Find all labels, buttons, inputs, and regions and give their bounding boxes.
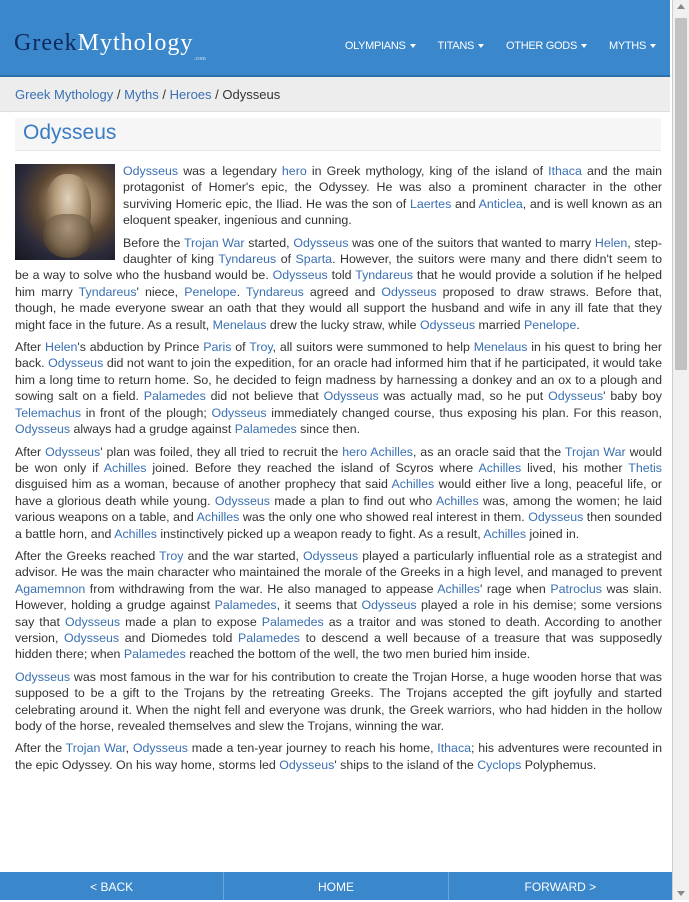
article-link[interactable]: Agamemnon <box>15 581 86 596</box>
article-text: joined in. <box>526 526 580 541</box>
article-text: and the war started, <box>183 548 304 563</box>
article-text: did not want to join the expedition, for an oracle had informed him that if he participated, it would take him a long time to return home. So, he decided to feign madness by harnessing a donkey and an ox to a plough and sowing salt on a field. <box>15 356 662 404</box>
article-link[interactable]: Penelope <box>523 317 577 332</box>
article-link[interactable]: Odysseus <box>123 164 179 178</box>
article-text: always had a grudge against <box>70 422 235 437</box>
article-link[interactable]: Odysseus <box>15 669 71 684</box>
article-text: then sounded a battle horn, and <box>15 510 662 541</box>
article-paragraph <box>15 339 662 437</box>
article-text: After <box>15 444 46 459</box>
article-link[interactable]: Ithaca <box>437 741 472 756</box>
caret-down-icon <box>410 44 416 48</box>
nav-item-olympians[interactable] <box>345 40 416 52</box>
nav-item-myths[interactable] <box>609 40 656 52</box>
logo-text-part1: Greek <box>14 30 78 56</box>
article-paragraph <box>15 548 662 663</box>
article-link[interactable]: hero Achilles <box>342 444 413 459</box>
article-text: ' ships to the island of the <box>334 757 478 772</box>
article-link[interactable]: Odysseus <box>419 317 476 332</box>
article-text: in front of the plough; <box>81 405 212 420</box>
scrollbar-thumb[interactable] <box>675 18 687 370</box>
article-text: in his quest to bring her back. <box>15 340 663 371</box>
article-text: joined. Before they reached the island of Scyros where <box>146 460 479 475</box>
forward-button[interactable]: FORWARD > <box>524 880 597 894</box>
article-link[interactable]: Troy <box>159 548 184 563</box>
breadcrumb-link-myths[interactable]: Myths <box>124 87 159 102</box>
article-text: ' niece, <box>136 284 185 299</box>
article-text: made a plan to find out who <box>269 493 436 508</box>
article-text: was the only one who showed real interest in them. <box>239 510 529 525</box>
article-text: told <box>327 268 356 283</box>
article-link[interactable]: Palamedes <box>234 422 297 437</box>
breadcrumb-link-heroes[interactable]: Heroes <box>169 87 212 102</box>
article-link[interactable]: Palamedes <box>143 389 206 404</box>
nav-item-titans[interactable] <box>438 40 485 52</box>
article-text: disguised him as a woman, because of another prophecy that said <box>15 477 392 492</box>
article-text: and <box>451 196 479 211</box>
nav-label: TITANS <box>437 40 475 52</box>
article-text: that he would provide a solution if he helped him marry <box>15 268 662 299</box>
article-link[interactable]: Penelope <box>184 284 237 299</box>
odysseus-portrait-image <box>15 164 115 260</box>
article-link[interactable]: Palamedes <box>214 598 277 613</box>
breadcrumb-separator: / <box>158 87 170 102</box>
article-link[interactable]: Achilles <box>196 510 240 525</box>
article-text: started, <box>244 235 294 250</box>
article-text: proposed to draw straws. Before that, though, he made everyone swear an oath that they would all support the husband and wife in any ill fate that they might face in the future. As a result, <box>15 284 662 332</box>
home-button[interactable]: HOME <box>224 872 448 900</box>
article-link[interactable]: Odysseus <box>293 235 349 250</box>
article-link[interactable]: Odysseus <box>214 493 270 508</box>
top-navbar <box>0 0 670 77</box>
article-text: married <box>475 317 524 332</box>
article-link[interactable]: Ithaca <box>548 164 582 178</box>
article-link[interactable]: Trojan War <box>564 444 626 459</box>
article-link[interactable]: Odysseus <box>303 548 359 563</box>
article-link[interactable]: Tyndareus <box>245 284 304 299</box>
article-text: , step-daughter of king <box>123 235 662 267</box>
article-text: made a ten-year journey to reach his home, <box>187 741 438 756</box>
nav-label: OLYMPIANS <box>344 40 406 52</box>
article-text: drew the lucky straw, while <box>266 317 420 332</box>
article-text: . However, the suitors were many and there didn't seem to be a way to solve who the husband would be. <box>15 252 662 283</box>
article-link[interactable]: Achilles <box>437 581 480 596</box>
article-text: After <box>15 340 45 355</box>
article-text: to descend a well because of a treasure that was supposedly hidden there; when <box>15 630 663 662</box>
article-text: After the Greeks reached <box>15 548 160 563</box>
article-link[interactable]: Tyndareus <box>218 252 277 267</box>
article-text: played a particularly influential role as a strategist and advisor. He was the main character who maintained the morale of the Greeks in a high level, and managed to prevent <box>15 548 663 580</box>
article-link[interactable]: Odysseus <box>548 389 604 404</box>
nav-item-other-gods[interactable] <box>506 40 587 52</box>
breadcrumb <box>0 77 670 112</box>
article-link[interactable]: Helen <box>45 340 78 355</box>
article-link[interactable]: Palamedes <box>237 630 300 645</box>
article-text: was, among the women; he laid various weapons on a table, and <box>15 493 662 525</box>
breadcrumb-separator: / <box>113 87 125 102</box>
article-link[interactable]: Odysseus <box>132 741 188 756</box>
article-text: and Diomedes told <box>119 630 238 645</box>
article-text: 's abduction by Prince <box>77 340 204 355</box>
breadcrumb-separator: / <box>211 87 223 102</box>
article-link[interactable]: Odysseus <box>528 510 584 525</box>
article-link[interactable]: Achilles <box>483 526 527 541</box>
article-link[interactable]: Odysseus <box>15 422 71 437</box>
article-link[interactable]: Odysseus <box>361 598 417 613</box>
article-link[interactable]: Odysseus <box>323 389 379 404</box>
article-text: made a plan to expose <box>120 614 262 629</box>
page-title-bar <box>15 118 661 151</box>
portrait-beard <box>43 214 93 258</box>
article-paragraph <box>15 669 662 735</box>
logo-text-part2: Mythology <box>77 30 194 56</box>
breadcrumb-current: Odysseus <box>222 87 281 102</box>
caret-down-icon <box>478 44 484 48</box>
article-link[interactable]: Sparta <box>295 252 333 267</box>
article-text: of <box>276 252 296 267</box>
article-text: would either live a long, peaceful life, or have a glorious death while young. <box>15 477 663 508</box>
article-text: , and is well known as an eloquent speaker, ingenious and cunning. <box>123 196 662 228</box>
article-text: , <box>125 741 133 756</box>
back-button[interactable]: < BACK <box>0 872 224 900</box>
caret-down-icon <box>581 44 587 48</box>
article-text: . <box>576 317 580 332</box>
main-nav <box>345 40 656 52</box>
article-text: , all suitors were summoned to help <box>272 340 474 355</box>
article-link[interactable]: Odysseus <box>48 356 104 371</box>
article-link[interactable]: Palamedes <box>261 614 324 629</box>
article-text: of <box>231 340 250 355</box>
scroll-down-arrow-icon[interactable] <box>677 891 685 896</box>
page-title: Odysseus <box>23 121 117 144</box>
article-body <box>15 163 662 779</box>
article-link[interactable]: Tyndareus <box>78 284 137 299</box>
article-link[interactable]: Achilles <box>435 493 479 508</box>
article-link[interactable]: Trojan War <box>65 741 126 756</box>
article-text: lived, his mother <box>521 460 629 475</box>
article-text: was actually mad, so he put <box>378 389 549 404</box>
article-link[interactable]: hero <box>281 164 307 178</box>
article-text: played a role in his demise; some versions say that <box>15 598 662 629</box>
article-link[interactable]: Patroclus <box>550 581 602 596</box>
article-link[interactable]: Troy <box>249 340 273 355</box>
article-link[interactable]: Paris <box>203 340 232 355</box>
article-text: did not believe that <box>205 389 324 404</box>
article-text: Polyphemus. <box>521 757 597 772</box>
article-link[interactable]: Achilles <box>478 460 522 475</box>
article-link[interactable]: Palamedes <box>123 647 186 662</box>
article-text: and the main protagonist of Homer's epic, the Odyssey. He was also a prominent character in the other surviving Homeric epic, the Iliad. He was the son of <box>123 164 662 211</box>
breadcrumb-link-greek-mythology[interactable]: Greek Mythology <box>15 87 114 102</box>
article-link[interactable]: Achilles <box>103 460 147 475</box>
article-text: as a traitor and was stoned to death. According to another version, <box>15 614 662 645</box>
article-text: Before the <box>123 235 184 250</box>
article-link[interactable]: Telemachus <box>15 405 82 420</box>
article-link[interactable]: Menelaus <box>473 340 528 355</box>
article-text: reached the bottom of the well, the two men buried him inside. <box>185 647 531 662</box>
article-text: ' baby boy <box>603 389 662 404</box>
bottom-nav-bar <box>0 872 672 900</box>
article-text: was one of the suitors that wanted to marry <box>348 235 595 250</box>
article-text: since then. <box>296 422 361 437</box>
article-link[interactable]: Achilles <box>391 477 435 492</box>
article-link[interactable]: Helen <box>594 235 628 250</box>
article-link[interactable]: Odysseus <box>45 444 101 459</box>
article-link[interactable]: Menelaus <box>212 317 267 332</box>
article-link[interactable]: Odysseus <box>279 757 335 772</box>
article-link[interactable]: Trojan War <box>183 235 245 250</box>
article-link[interactable]: Odysseus <box>64 630 120 645</box>
article-text: After the <box>15 741 66 756</box>
article-text: , it seems that <box>276 598 362 613</box>
article-text: was slain. However, holding a grudge against <box>15 581 662 613</box>
site-logo[interactable] <box>14 30 206 62</box>
article-text: , as an oracle said that the <box>412 444 565 459</box>
article-link[interactable]: Odysseus <box>64 614 121 629</box>
article-text: ' plan was foiled, they all tried to recruit the <box>100 444 343 459</box>
caret-down-icon <box>650 44 656 48</box>
article-text: . <box>236 284 246 299</box>
article-text: was most famous in the war for his contribution to create the Trojan Horse, a huge wooden horse that was supposed to be a gift to the Trojans by the retreating Greeks. The Trojans accepted the gift joyfully and started celebrating around it. When the night fell and everyone was drunk, the Greek warriors, who had hidden in the hollow body of the horse, revealed themselves and slew the Trojans, winning the war. <box>15 669 662 733</box>
article-paragraph <box>15 444 662 542</box>
article-text: in Greek mythology, king of the island of <box>306 164 549 178</box>
article-link[interactable]: Laertes <box>409 196 452 211</box>
nav-label: OTHER GODS <box>506 40 577 52</box>
article-text: ; his adventures were recounted in the epic Odyssey. On his way home, storms led <box>15 741 662 772</box>
article-link[interactable]: Odysseus <box>381 284 437 299</box>
article-text: agreed and <box>303 284 382 299</box>
article-text: ' rage when <box>480 581 551 596</box>
article-text: would be won only if <box>15 444 662 475</box>
article-paragraph <box>15 740 662 773</box>
logo-domain: .com <box>194 56 206 62</box>
article-link[interactable]: Odysseus <box>211 405 267 420</box>
article-text: instinctively picked up a weapon ready to fight. As a result, <box>156 526 484 541</box>
nav-label: MYTHS <box>608 40 646 52</box>
article-link[interactable]: Tyndareus <box>355 268 414 283</box>
article-link[interactable]: Achilles <box>114 526 157 541</box>
scroll-up-arrow-icon[interactable] <box>677 4 685 9</box>
article-link[interactable]: Odysseus <box>272 268 328 283</box>
article-link[interactable]: Cyclops <box>477 757 522 772</box>
article-link[interactable]: Thetis <box>628 460 663 475</box>
article-text: was a legendary <box>178 164 282 178</box>
article-text: from withdrawing from the war. He also managed to appease <box>85 581 438 596</box>
vertical-scrollbar[interactable] <box>673 0 689 900</box>
article-text: immediately changed course, thus exposing his plan. For this reason, <box>266 405 662 420</box>
article-link[interactable]: Anticlea <box>478 196 523 211</box>
